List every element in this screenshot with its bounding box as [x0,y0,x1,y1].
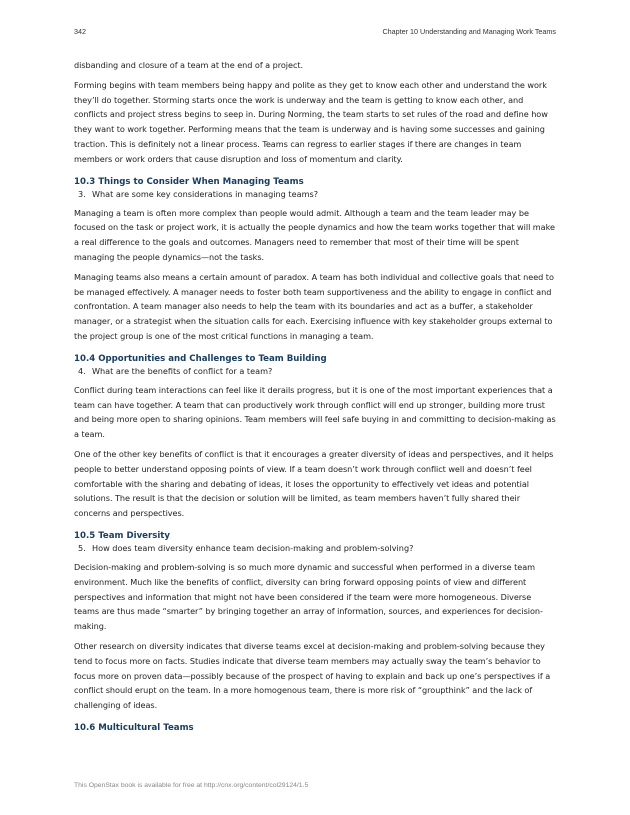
objective-text: What are the benefits of conflict for a team? [92,365,273,376]
body-paragraph: One of the other key benefits of conflict is that it encourages a greater diversity of ideas and perspectives, and it helps people to better understand opposing points of view. If a team doesn’t work through conflict well and doesn’t feel comfortable with the sharing and debating of ideas, it loses the opportunity to effectively vet ideas and potential solutions. The result is that the decision or solution will be limited, as team members haven’t fully shared their concerns and perspectives. [74,448,554,519]
body-paragraph: Conflict during team interactions can feel like it derails progress, but it is one of the most important experiences that a team can have together. A team that can productively work through conflict will end up stronger, building more trust and being more open to sharing opinions. Team members will feel safe buying in and committing to decision-making as a team. [74,384,556,440]
page-body [74,58,558,734]
body-paragraph: Other research on diversity indicates that diverse teams excel at decision-making and problem-solving because they tend to focus more on facts. Studies indicate that diverse team members may actually sway the team’s behavior to focus more on proven data—possibly because of the prospect of having to explain and back up one’s perspectives if a conflict should erupt on the team. In a more homogenous team, there is more risk of “groupthink” and the lack of challenging of ideas. [74,640,551,711]
section-heading: 10.6 Multicultural Teams [74,722,194,733]
page-number: 342 [74,27,86,36]
intro-paragraph: disbanding and closure of a team at the end of a project. [74,60,304,70]
learning-objective [74,542,558,555]
running-header [74,27,556,36]
learning-objective [74,365,558,378]
intro-paragraph: Forming begins with team members being happy and polite as they get to know each other and understand the work they’ll do together. Storming starts once the work is underway and the team is getting to know each other, and conflicts and project stress begins to seep in. During Norming, the team starts to set rules of the road and define how they want to work together. Performing means that the team is underway and is having some successes and gaining traction. This is definitely not a linear process. Teams can regress to earlier stages if there are changes in team members or work orders that cause disruption and loss of momentum and clarity. [74,79,548,164]
section-heading: 10.5 Team Diversity [74,530,171,541]
section-heading: 10.4 Opportunities and Challenges to Team Building [74,353,327,364]
objective-number: 5. [78,542,86,553]
section-10-5 [74,530,558,713]
section-10-6 [74,722,558,734]
body-paragraph: Managing teams also means a certain amount of paradox. A team has both individual and collective goals that need to be managed effectively. A manager needs to foster both team supportiveness and the ability to engage in conflict and confrontation. A team manager also needs to help the team with its boundaries and act as a buffer, a stakeholder manager, or a strategist when the situation calls for each. Exercising influence with key stakeholder groups external to the project group is one of the most critical functions in managing a team. [74,271,554,341]
section-10-3 [74,176,558,344]
objective-number: 4. [78,365,86,376]
page-footer: This OpenStax book is available for free at http://cnx.org/content/col29124/1.5 [74,782,309,789]
body-paragraph: Managing a team is often more complex than people would admit. Although a team and the team leader may be focused on the task or project work, it is actually the people dynamics and how the team works together that will make a real difference to the goals and outcomes. Managers need to remember that most of their time will be spent managing the people dynamics—not the tasks. [74,207,555,262]
chapter-title: Chapter 10 Understanding and Managing Work Teams [382,27,556,36]
body-paragraph: Decision-making and problem-solving is so much more dynamic and successful when performed in a diverse team environment. Much like the benefits of conflict, diversity can bring forward opposing points of view and different perspectives and information that might not have been considered if the team were more homogeneous. Diverse teams are thus made “smarter” by bringing together an array of information, sources, and experiences for decision-making. [74,561,543,632]
objective-number: 3. [78,188,86,199]
section-10-4 [74,353,558,521]
objective-text: How does team diversity enhance team decision-making and problem-solving? [92,542,414,553]
learning-objective [74,188,558,201]
objective-text: What are some key considerations in managing teams? [92,188,319,199]
section-heading: 10.3 Things to Consider When Managing Teams [74,176,304,187]
